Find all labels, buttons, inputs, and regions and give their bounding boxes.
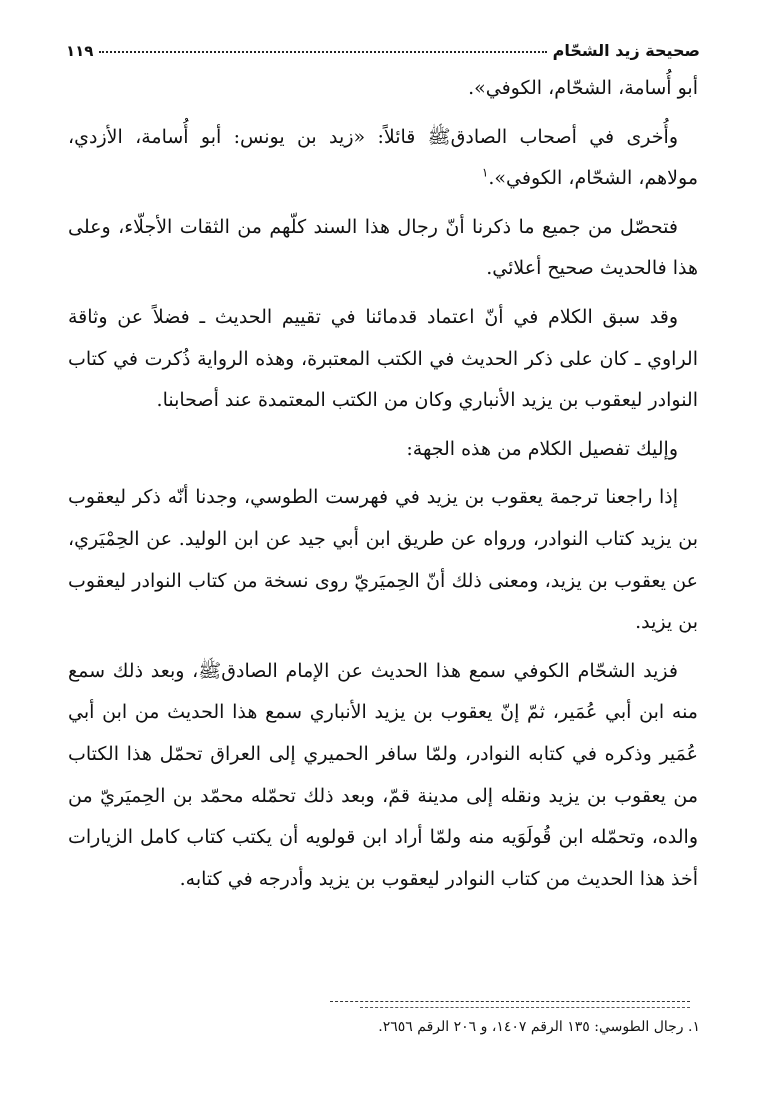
paragraph-7: فزيد الشحّام الكوفي سمع هذا الحديث عن الإمام الصادقﷺ، وبعد ذلك سمع منه ابن أبي عُمَير، ثمّ إنّ يعقوب بن يزيد الأنباري سمع هذا الحديث من ابن أبي عُمَير وذكره في كتابه النوادر، ولمّا سافر الحميري إلى العراق تحمّل هذا الكتاب من يعقوب بن يزيد ونقله إلى مدينة قمّ، وبعد ذلك تحمّله محمّد بن الحِميَريّ من والده، وتحمّله ابن قُولَوَيه منه ولمّا أراد ابن قولويه أن يكتب كتاب كامل الزيارات أخذ هذا الحديث من كتاب النوادر ليعقوب بن يزيد وأدرجه في كتابه. [68, 659, 698, 890]
footnote-separator-lower [360, 1007, 690, 1008]
running-title: صحيحة زيد الشحّام [552, 41, 700, 60]
footnote-marker: ١ [481, 165, 489, 180]
running-header [66, 30, 700, 60]
paragraph-5: وإليك تفصيل الكلام من هذه الجهة: [406, 437, 678, 460]
paragraph-6: إذا راجعنا ترجمة يعقوب بن يزيد في فهرست الطوسي، وجدنا أنّه ذكر ليعقوب بن يزيد كتاب النوادر، ورواه عن طريق ابن أبي جيد عن ابن الوليد. عن الحِمْيَري، عن يعقوب بن يزيد، ومعنى ذلك أنّ الحِميَريّ روى نسخة من كتاب النوادر ليعقوب بن يزيد. [68, 486, 698, 634]
body-text [68, 68, 698, 907]
paragraph-2 [68, 117, 698, 200]
footnote-separator [330, 1001, 690, 1002]
paragraph-1: أبو أُسامة، الشحّام، الكوفي». [468, 77, 698, 99]
dotted-leader [99, 51, 546, 53]
paragraph-2-text: وأُخرى في أصحاب الصادقﷺ قائلاً: «زيد بن يونس: أبو أُسامة، الأزدي، مولاهم، الشحّام، الكوفي». [68, 125, 698, 190]
paragraph-3: فتحصّل من جميع ما ذكرنا أنّ رجال هذا السند كلّهم من الثقات الأجلّاء، وعلى هذا فالحديث صحيح أعلائي. [68, 215, 698, 280]
page-number: ١١٩ [66, 42, 94, 60]
paragraph-4: وقد سبق الكلام في أنّ اعتماد قدمائنا في تقييم الحديث ـ فضلاً عن وثاقة الراوي ـ كان على ذكر الحديث في الكتب المعتبرة، وهذه الرواية ذُكرت في كتاب النوادر ليعقوب بن يزيد الأنباري وكان من الكتب المعتمدة عند أصحابنا. [68, 305, 698, 412]
footnote: ١. رجال الطوسي: ١٣٥ الرقم ١٤٠٧، و ٢٠٦ الرقم ٢٦٥٦. [378, 1019, 700, 1035]
